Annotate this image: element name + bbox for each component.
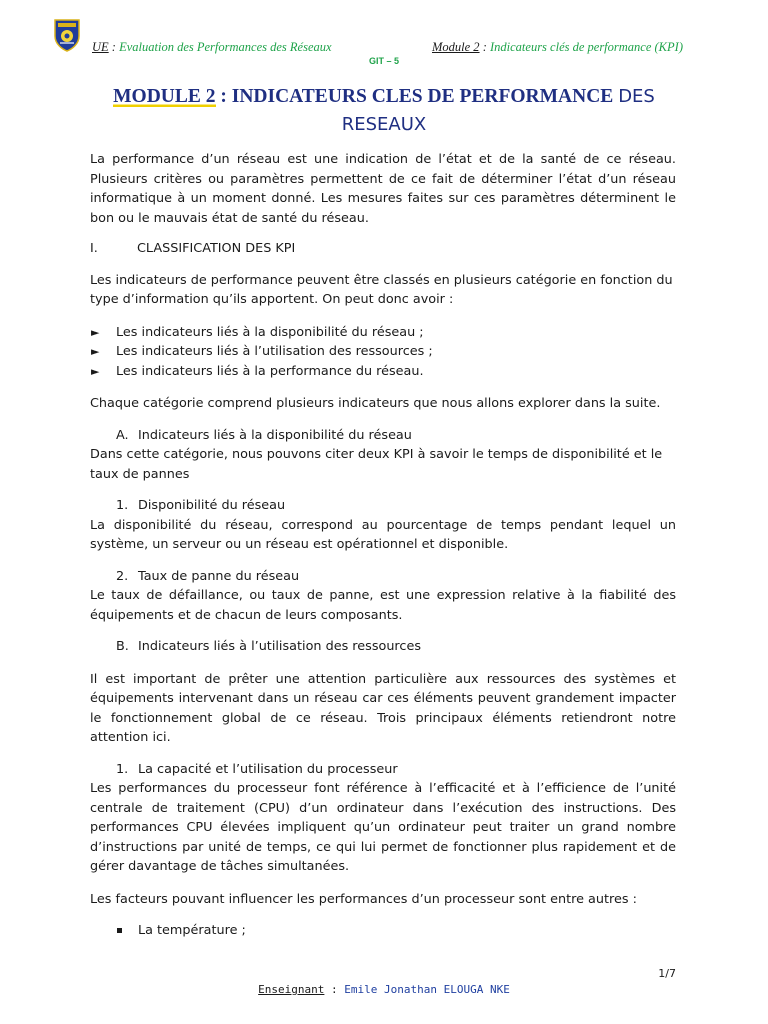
item-failure-rate-text: Le taux de défaillance, ou taux de panne, est une expression relative à la fiabilité des équipements et de chacun de leurs composants. <box>90 588 676 623</box>
page-title: MODULE 2 : INDICATEURS CLES DE PERFORMANCE DES RESEAUX <box>113 86 655 135</box>
header-module: Module 2 : Indicateurs clés de performance (KPI) <box>432 40 683 54</box>
intro-paragraph: La performance d’un réseau est une indication de l’état et de la santé de ce réseau. Plusieurs critères ou paramètres permettent de ce fait de déterminer l’état d’un réseau informatique à un moment donné. Les mesures faites sur ces paramètres déterminent le bon ou le mauvais état de santé du réseau. <box>90 152 676 226</box>
section-intro: Les indicateurs de performance peuvent être classés en plusieurs catégorie en fonction du type d’information qu’ils apportent. On peut donc avoir : <box>90 272 673 307</box>
arrow-bullet-icon: ► <box>91 325 100 339</box>
section-heading: I. CLASSIFICATION DES KPI <box>90 241 296 256</box>
header-module-label: Module 2 <box>432 40 480 54</box>
subsection-a-text: Dans cette catégorie, nous pouvons citer deux KPI à savoir le temps de disponibilité et le taux de pannes <box>90 447 663 482</box>
list-item: La température ; <box>90 921 676 941</box>
teacher-label: Enseignant <box>258 983 325 996</box>
item-availability-text: La disponibilité du réseau, correspond au pourcentage de temps pendant lequel un système, un serveur ou un réseau est opérationnel et disponible. <box>90 517 676 552</box>
page-number: 1/7 <box>658 967 676 980</box>
arrow-bullet-icon: ► <box>91 345 100 358</box>
item-heading-cpu: 1. La capacité et l’utilisation du processeur <box>116 761 398 777</box>
subsection-heading-a: A. Indicateurs liés à la disponibilité du réseau <box>116 427 412 443</box>
teacher-name: Emile Jonathan ELOUGA NKE <box>344 983 510 996</box>
list-item: ► Les indicateurs liés à l’utilisation des ressources ; <box>90 342 676 362</box>
category-intro: Chaque catégorie comprend plusieurs indicateurs que nous allons explorer dans la suite. <box>90 396 661 411</box>
class-code: GIT – 5 <box>368 56 399 66</box>
header-module-title: Indicateurs clés de performance (KPI) <box>489 40 683 54</box>
header-course: UE : Evaluation des Performances des Réseaux <box>92 40 332 54</box>
square-bullet-icon <box>117 928 122 933</box>
header-course-title: Evaluation des Performances des Réseaux <box>119 40 332 54</box>
item-cpu-text: Les performances du processeur font référence à l’efficacité et à l’efficience de l’unité centrale de traitement (CPU) d’un ordinateur dans l’exécution des instructions. Des performances CPU élevées impliquent qu’un ordinateur peut traiter un grand nombre d’instructions par unité de temps, ce qui lui permet de fonctionner plus rapidement et de gérer davantage de tâches simultanées. <box>90 781 676 874</box>
list-item: ► Les indicateurs liés à la disponibilité du réseau ; <box>90 323 676 343</box>
term-taux-de-panne: taux de panne <box>271 588 370 603</box>
item-heading-availability: 1. Disponibilité du réseau <box>116 498 286 513</box>
document-body <box>90 150 676 941</box>
arrow-bullet-icon: ► <box>91 364 100 378</box>
title-line2: RESEAUX <box>341 114 427 135</box>
item-heading-failure-rate: 2. Taux de panne du réseau <box>116 568 300 584</box>
term-taux: taux <box>111 588 140 603</box>
institution-logo <box>52 18 82 52</box>
kpi-category-list <box>90 323 676 382</box>
factors-intro: Les facteurs pouvant influencer les performances d’un processeur sont entre autres : <box>90 891 637 907</box>
title-module: MODULE 2 <box>113 86 216 107</box>
footer-teacher: Enseignant : Emile Jonathan ELOUGA NKE <box>258 983 510 996</box>
list-item: ► Les indicateurs liés à la performance du réseau. <box>90 362 676 382</box>
header-ue-label: UE <box>92 40 109 54</box>
subsection-b-text: Il est important de prêter une attention particulière aux ressources des systèmes et équipements intervenant dans un réseau car ces éléments peuvent grandement impacter le fonctionnement global de ce réseau. Trois principaux éléments retiendront notre attention ici. <box>90 671 676 745</box>
subsection-heading-b: B. Indicateurs liés à l’utilisation des ressources <box>116 639 421 654</box>
